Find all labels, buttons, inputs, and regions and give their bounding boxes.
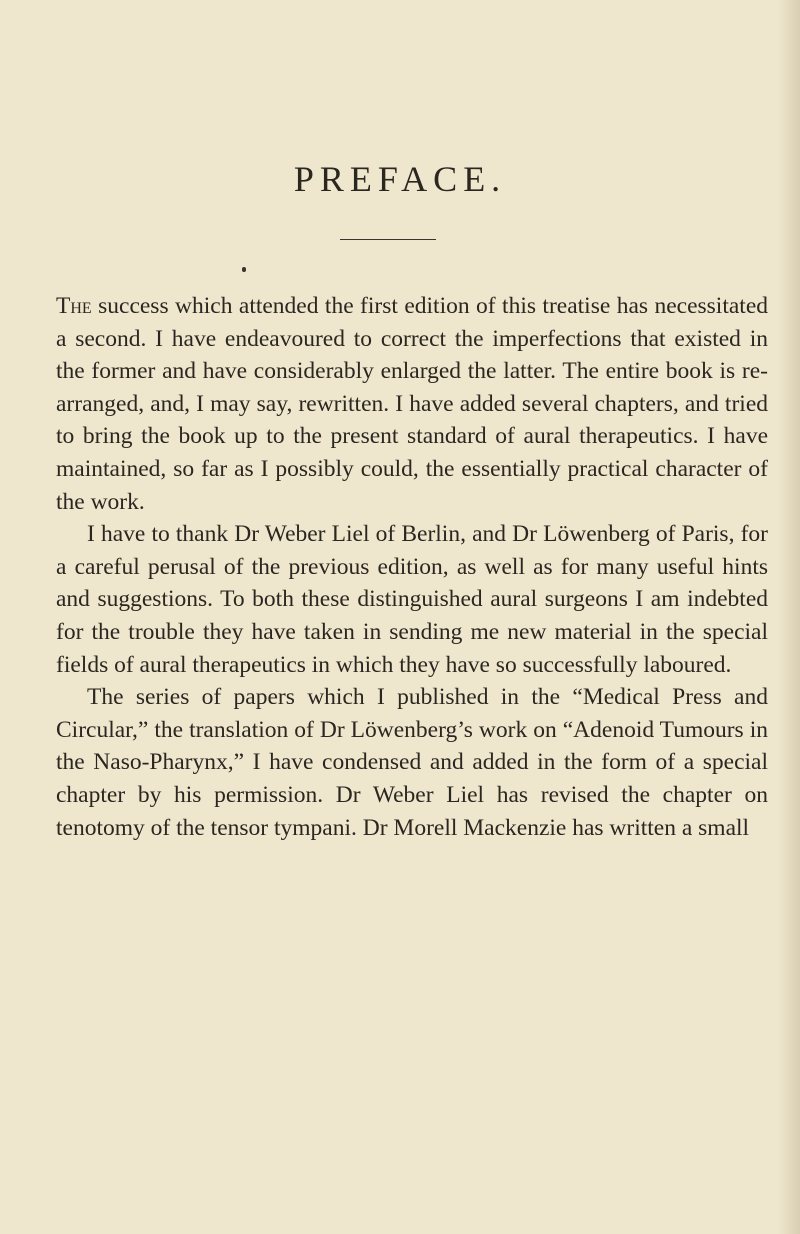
paragraph-2: I have to thank Dr Weber Liel of Berlin, and Dr Löwenberg of Paris, for a careful perusal of the previous edition, as well as for many useful hints and suggestions. To both these distinguished aural surgeons I am indebted for the trouble they have taken in sending me new material in the special fields of aural therapeutics in which they have so successfully laboured.	[56, 521, 768, 678]
paragraph-1	[56, 290, 768, 518]
paragraph-text: success which attended the first edition of this treatise has necessitated a second. I have endeavoured to correct the imperfections that existed in the former and have considerably enlarged the latter. The entire book is re-arranged, and, I may say, rewritten. I have added several chapters, and tried to bring the book up to the present standard of aural therapeutics. I have maintained, so far as I possibly could, the essentially practical character of the work.	[56, 293, 768, 515]
paragraph-3: The series of papers which I published in the “Medical Press and Circular,” the translation of Dr Löwenberg’s work on “Adenoid Tumours in the Naso-Pharynx,” I have condensed and added in the form of a special chapter by his permission. Dr Weber Liel has revised the chapter on tenotomy of the tensor tympani. Dr Morell Mackenzie has written a small	[56, 684, 768, 841]
preface-body	[56, 290, 768, 844]
ink-speck	[242, 267, 246, 272]
paragraph-lead-word: The	[56, 293, 92, 319]
title-divider	[340, 239, 436, 240]
page-title: PREFACE.	[293, 159, 507, 199]
